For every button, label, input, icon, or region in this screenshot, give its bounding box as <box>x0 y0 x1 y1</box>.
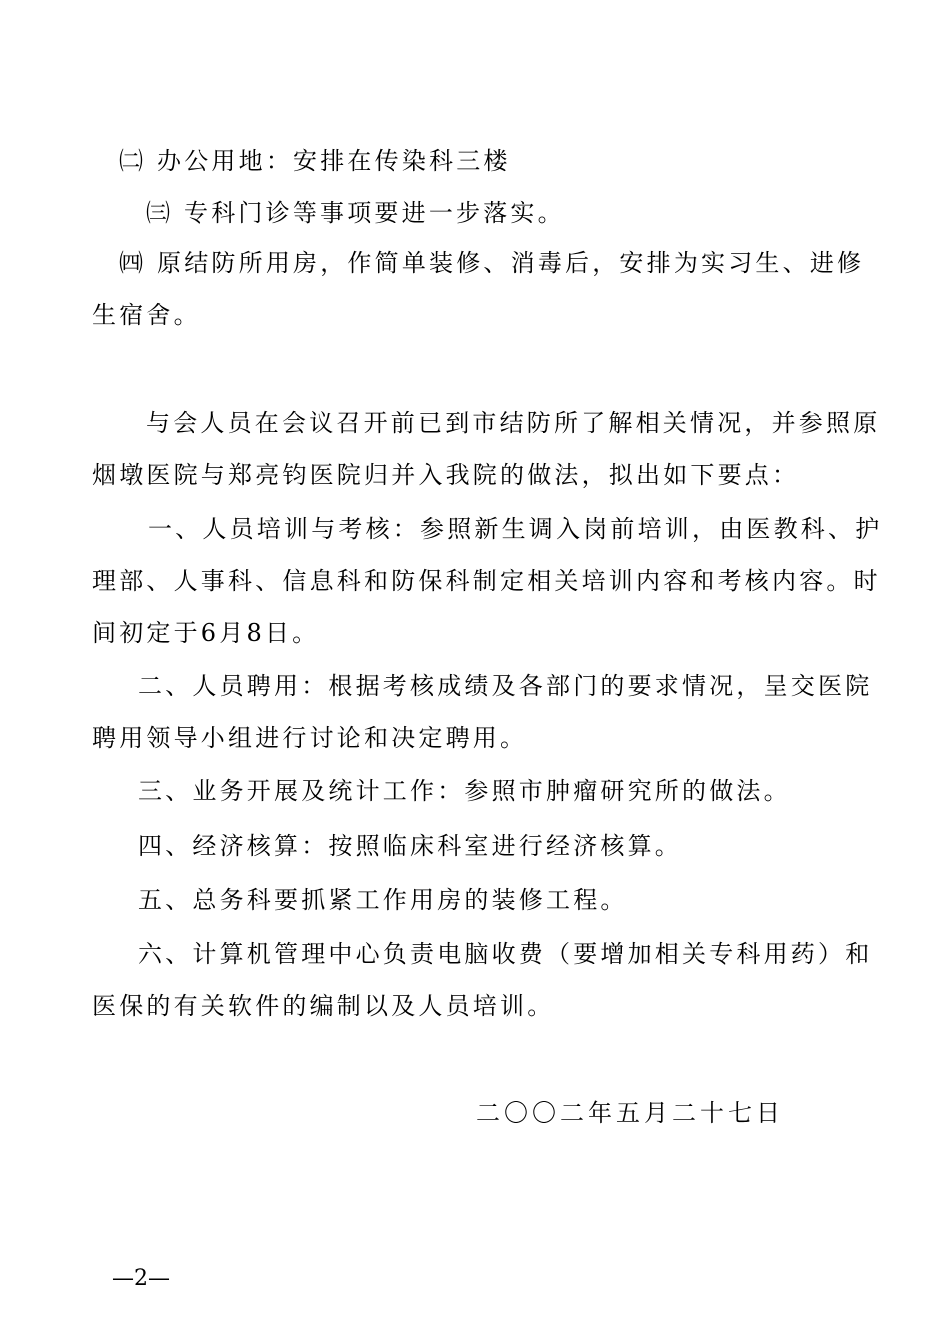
item-former-housing-cont: 生宿舍。 <box>92 301 201 329</box>
item-office-space: ㈡ 办公用地：安排在传染科三楼 <box>119 147 511 175</box>
document-date: 二〇〇二年五月二十七日 <box>476 1099 784 1127</box>
intro-paragraph-line-2: 烟墩医院与郑亮钧医院归并入我院的做法，拟出如下要点： <box>92 461 800 489</box>
point-2-line-1: 二、人员聘用：根据考核成绩及各部门的要求情况，呈交医院 <box>138 672 873 700</box>
point-1-line-2: 理部、人事科、信息科和防保科制定相关培训内容和考核内容。时 <box>92 567 881 595</box>
point-2-line-2: 聘用领导小组进行讨论和决定聘用。 <box>92 724 528 752</box>
point-4: 四、经济核算：按照临床科室进行经济核算。 <box>138 832 682 860</box>
item-specialty-clinic: ㈢ 专科门诊等事项要进一步落实。 <box>146 199 565 227</box>
point-6-line-1: 六、计算机管理中心负责电脑收费（要增加相关专科用药）和 <box>138 940 873 968</box>
point-6-line-2: 医保的有关软件的编制以及人员培训。 <box>92 992 555 1020</box>
page-number: —2— <box>112 1266 170 1291</box>
point-1-line-1: 一、人员培训与考核：参照新生调入岗前培训，由医教科、护 <box>148 515 883 543</box>
point-3: 三、业务开展及统计工作：参照市肿瘤研究所的做法。 <box>138 777 791 805</box>
item-former-housing: ㈣ 原结防所用房，作简单装修、消毒后，安排为实习生、进修 <box>119 249 865 277</box>
intro-paragraph-line-1: 与会人员在会议召开前已到市结防所了解相关情况，并参照原 <box>146 409 881 437</box>
point-5: 五、总务科要抓紧工作用房的装修工程。 <box>138 886 628 914</box>
point-1-line-3: 间初定于6月8日。 <box>92 619 320 647</box>
